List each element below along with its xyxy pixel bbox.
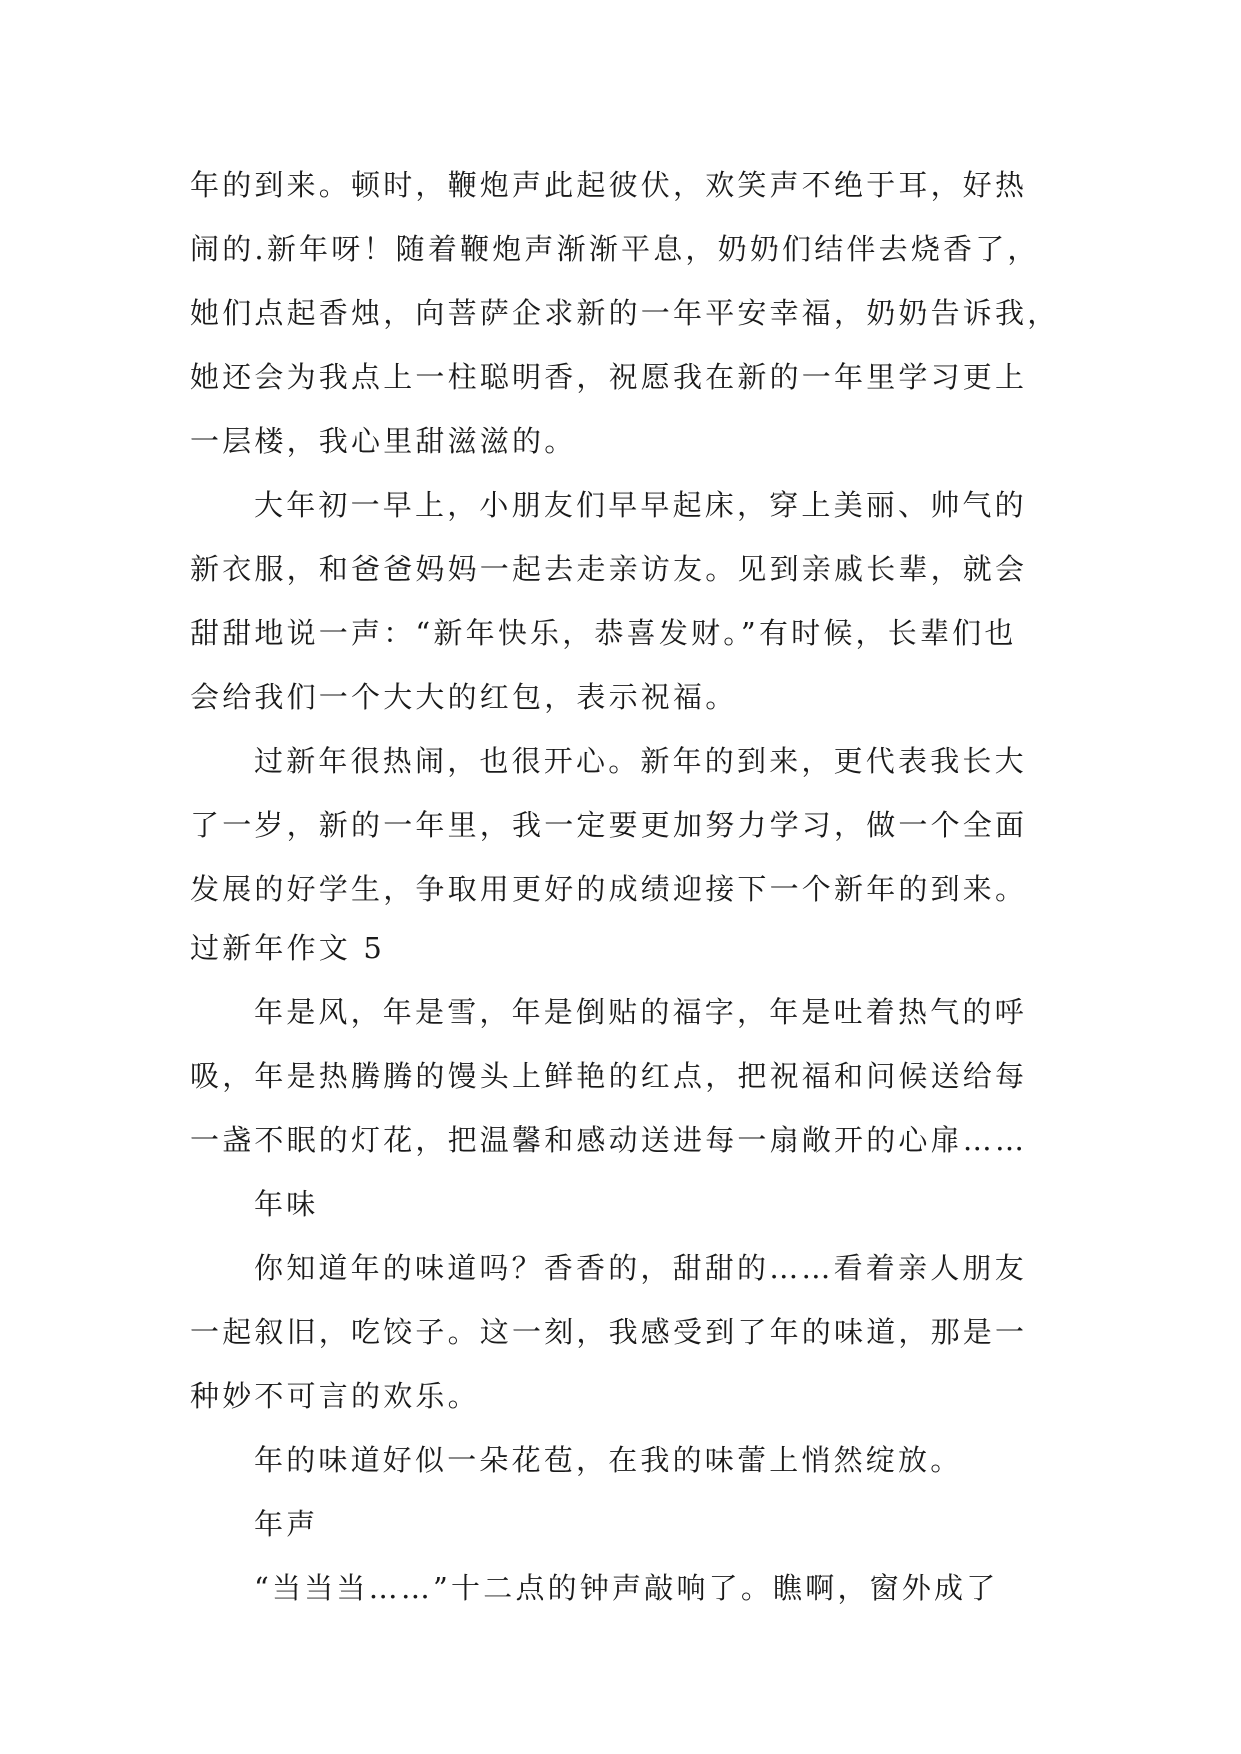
paragraph-line: 吸，年是热腾腾的馒头上鲜艳的红点，把祝福和问候送给每 [190,1059,1028,1093]
paragraph-line: 她们点起香烛，向菩萨企求新的一年平安幸福，奶奶告诉我， [190,296,1060,330]
paragraph-line: 发展的好学生，争取用更好的成绩迎接下一个新年的到来。 [190,872,1028,906]
paragraph-line: “当当当……”十二点的钟声敲响了。瞧啊，窗外成了 [254,1571,999,1605]
subheading-nianwei: 年味 [254,1187,319,1221]
paragraph-line: 年是风，年是雪，年是倒贴的福字，年是吐着热气的呼 [254,995,1027,1029]
paragraph-line: 一层楼，我心里甜滋滋的。 [190,424,577,458]
paragraph-line: 年的味道好似一朵花苞，在我的味蕾上悄然绽放。 [254,1443,963,1477]
paragraph-line: 种妙不可言的欢乐。 [190,1379,480,1413]
paragraph-line: 会给我们一个大大的红包，表示祝福。 [190,680,738,714]
essay-section-5 [190,916,1060,1620]
paragraph-line: 年的到来。顿时，鞭炮声此起彼伏，欢笑声不绝于耳，好热 [190,168,1028,202]
paragraph-line: 大年初一早上，小朋友们早早起床，穿上美丽、帅气的 [254,488,1027,522]
paragraph-line: 甜甜地说一声：“新年快乐，恭喜发财。”有时候，长辈们也 [190,616,1017,650]
paragraph-line: 一起叙旧，吃饺子。这一刻，我感受到了年的味道，那是一 [190,1315,1028,1349]
paragraph-line: 了一岁，新的一年里，我一定要更加努力学习，做一个全面 [190,808,1028,842]
section-title: 过新年作文 5 [190,931,386,965]
paragraph-line: 一盏不眠的灯花，把温馨和感动送进每一扇敞开的心扉…… [190,1123,1028,1157]
paragraph-line: 她还会为我点上一柱聪明香，祝愿我在新的一年里学习更上 [190,360,1028,394]
paragraph-line: 闹的.新年呀！随着鞭炮声渐渐平息，奶奶们结伴去烧香了， [190,232,1040,266]
paragraph-line: 新衣服，和爸爸妈妈一起去走亲访友。见到亲戚长辈，就会 [190,552,1028,586]
essay-section-continued [190,153,1060,921]
paragraph-line: 你知道年的味道吗？香香的，甜甜的……看着亲人朋友 [254,1251,1027,1285]
subheading-niansheng: 年声 [254,1507,319,1541]
paragraph-line: 过新年很热闹，也很开心。新年的到来，更代表我长大 [254,744,1027,778]
